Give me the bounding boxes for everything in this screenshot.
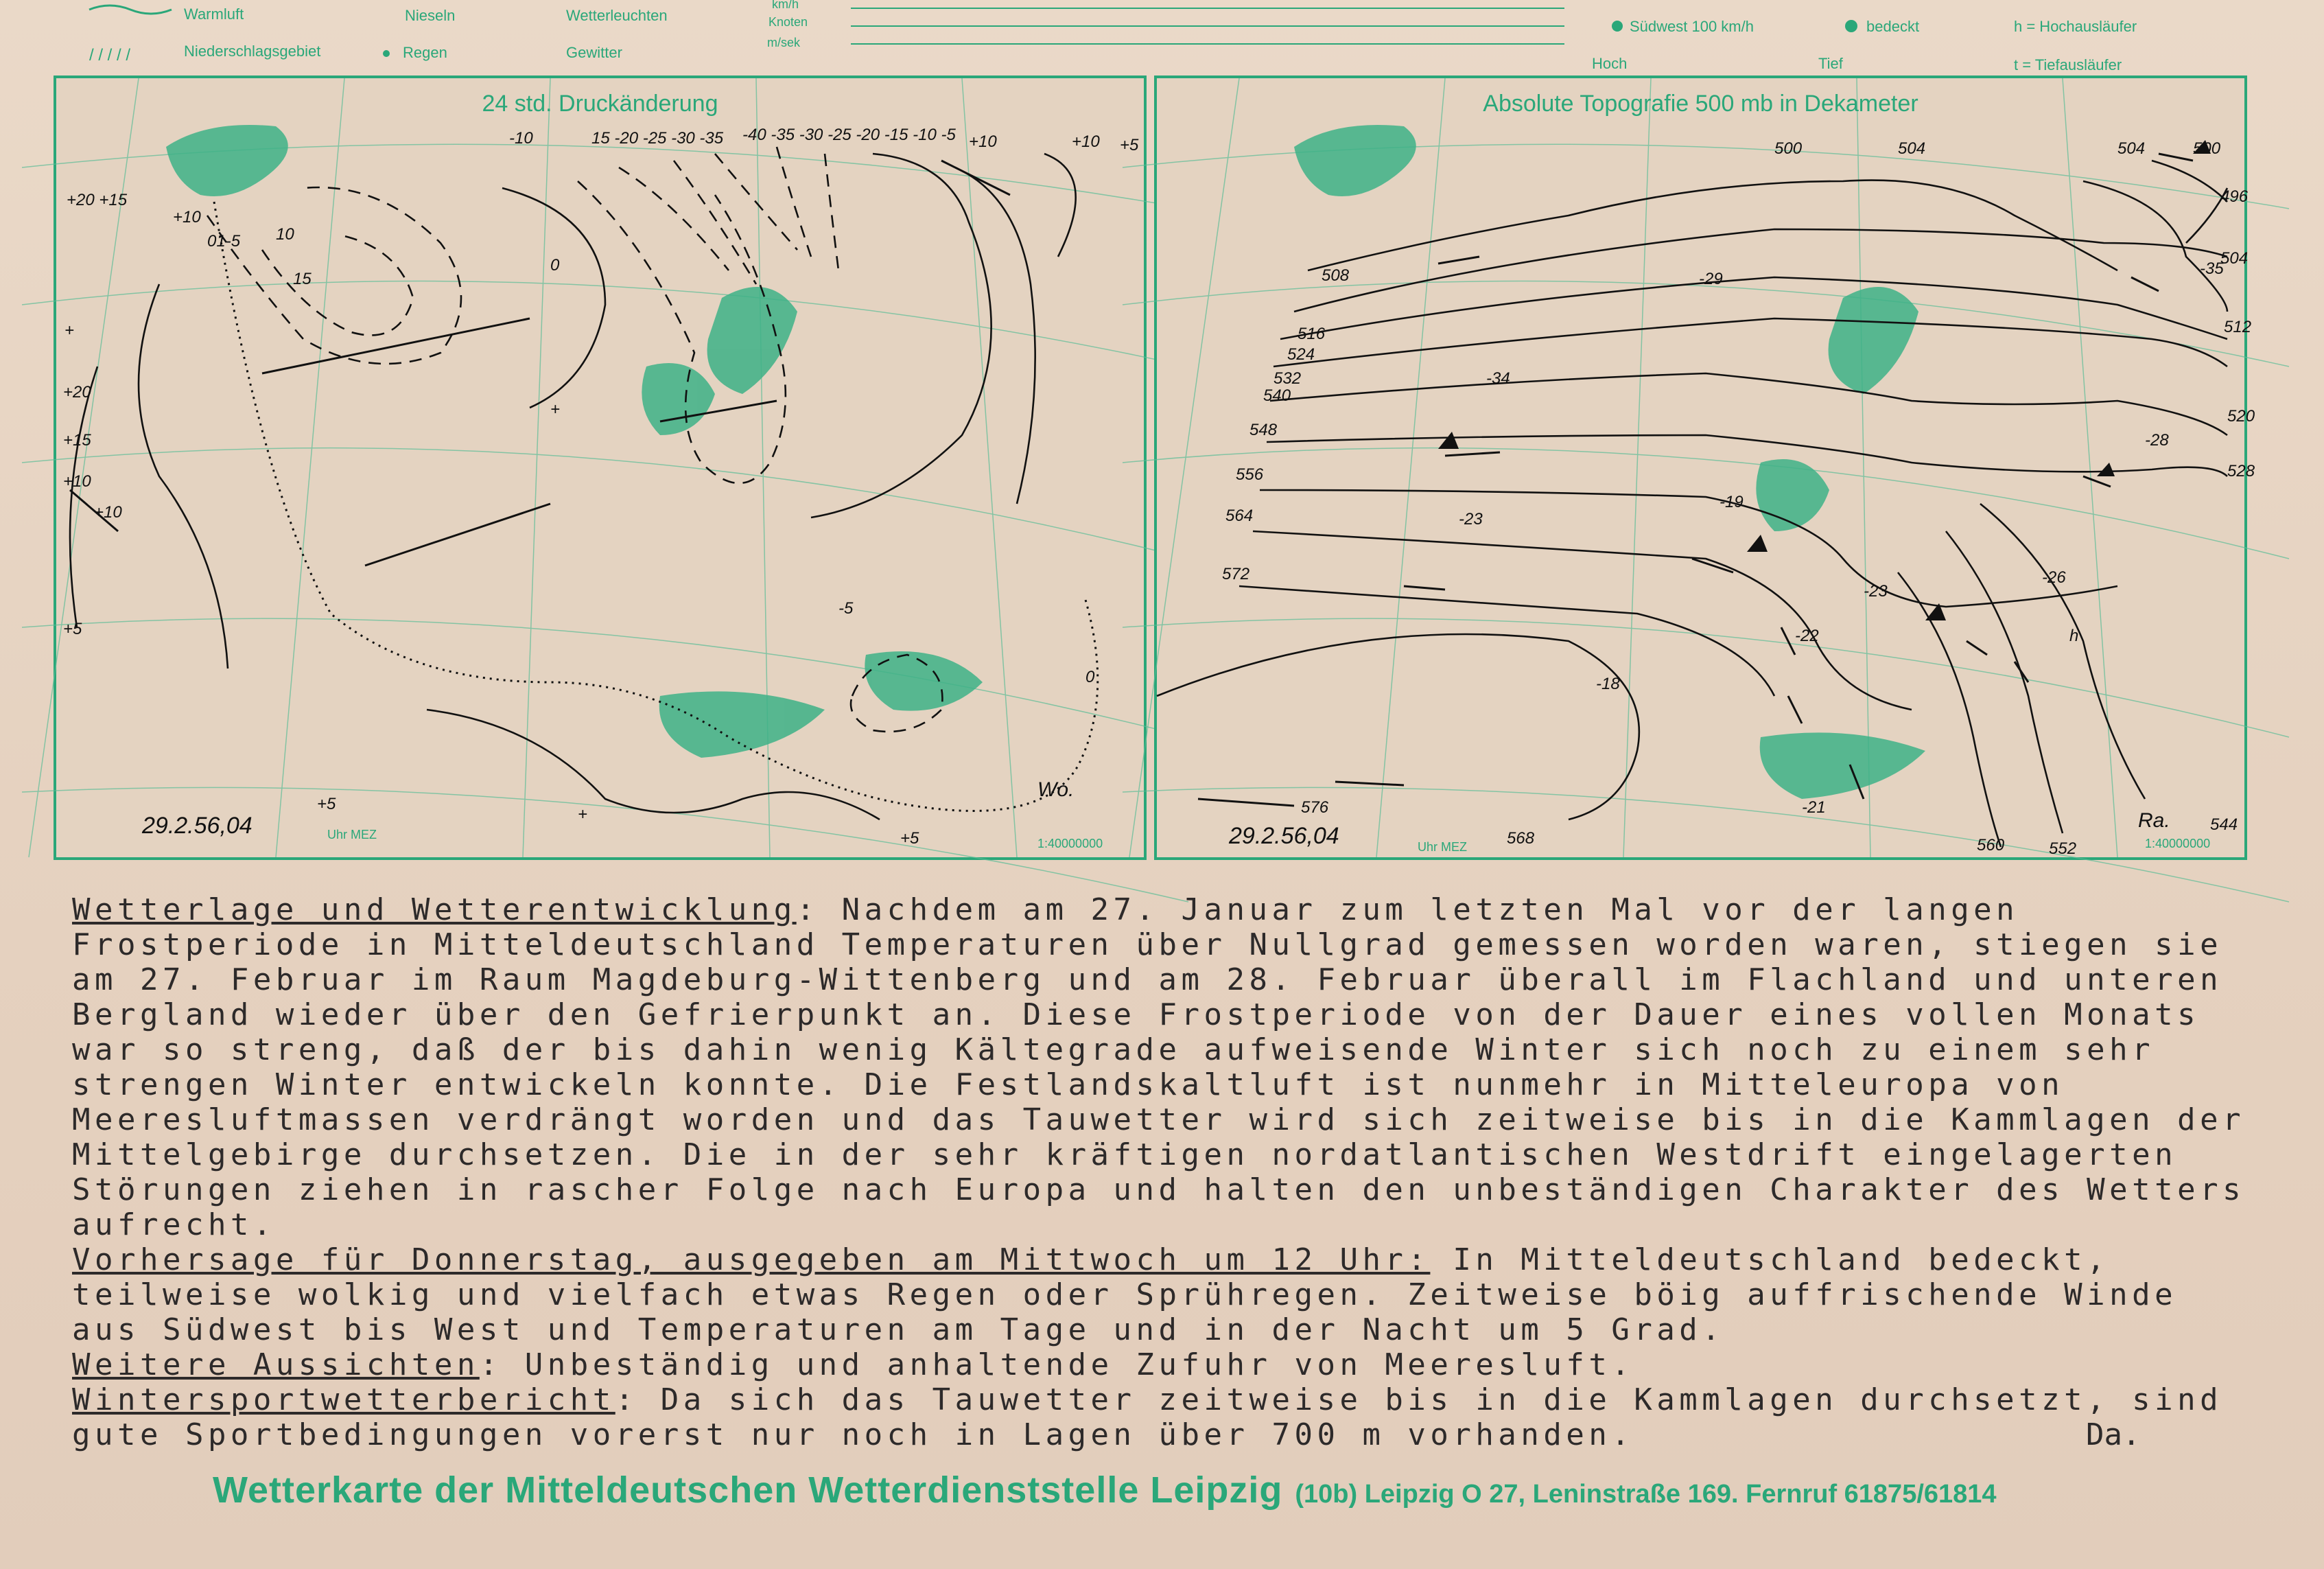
legend-unit-knoten: Knoten	[768, 15, 808, 29]
heading-wintersport: Wintersportwetterbericht	[72, 1382, 615, 1417]
report-paragraph-4	[72, 1382, 2268, 1452]
svg-text:15: 15	[293, 270, 312, 288]
author-signature: Da.	[2086, 1417, 2141, 1452]
svg-text:504: 504	[2117, 139, 2146, 158]
svg-text:h: h	[2069, 627, 2079, 645]
svg-text:532: 532	[1273, 369, 1302, 388]
svg-text:-28: -28	[2145, 431, 2169, 450]
heading-wetterlage: Wetterlage und Wetterentwicklung	[72, 892, 797, 927]
svg-text:10: 10	[276, 225, 294, 244]
map-title: 24 std. Druckänderung	[482, 91, 718, 117]
svg-text:564: 564	[1225, 507, 1254, 525]
svg-text:508: 508	[1322, 266, 1350, 285]
svg-text:504: 504	[2220, 249, 2249, 268]
svg-text:500: 500	[1774, 139, 1803, 158]
legend-regen: Regen	[403, 44, 447, 61]
legend-tief: Tief	[1818, 55, 1843, 72]
svg-text:+: +	[578, 805, 588, 824]
svg-text:544: 544	[2210, 815, 2238, 834]
svg-text:+: +	[64, 321, 75, 340]
greenland-land	[166, 125, 288, 196]
map-timestamp: 29.2.56,04	[142, 813, 253, 839]
map-initials: Wo.	[1037, 778, 1075, 801]
map-initials: Ra.	[2138, 809, 2170, 832]
scandinavia-land	[1829, 287, 1918, 394]
svg-text:552: 552	[2049, 839, 2077, 858]
svg-text:512: 512	[2224, 318, 2252, 336]
svg-text:-21: -21	[1802, 798, 1826, 817]
svg-text:556: 556	[1236, 465, 1264, 484]
weather-report-text	[72, 892, 2268, 1452]
svg-text:496: 496	[2220, 187, 2249, 206]
report-paragraph-2	[72, 1242, 2268, 1347]
svg-text:576: 576	[1301, 798, 1329, 817]
svg-text:+10: +10	[173, 208, 201, 226]
svg-text:-23: -23	[1864, 582, 1888, 601]
svg-text:+10: +10	[94, 503, 122, 522]
svg-text:+5: +5	[63, 620, 82, 638]
pressure-change-map	[54, 75, 1147, 860]
svg-text:-18: -18	[1596, 675, 1620, 693]
svg-text:+20 +15: +20 +15	[67, 191, 128, 209]
legend-tiefauslaeufer: t = Tiefausläufer	[2014, 56, 2122, 73]
svg-text:01-5: 01-5	[207, 232, 241, 251]
svg-text:560: 560	[1977, 836, 2005, 855]
report-paragraph-1	[72, 892, 2268, 1242]
map-scale: 1:40000000	[1037, 837, 1103, 850]
britain-land	[642, 363, 715, 435]
svg-text:+5: +5	[317, 795, 336, 813]
svg-text:+10: +10	[63, 472, 91, 491]
svg-text:-35: -35	[2200, 259, 2224, 278]
map-timestamp: 29.2.56,04	[1229, 823, 1339, 849]
text-aussichten: : Unbeständig und anhaltende Zufuhr von Meeresluft.	[479, 1347, 1634, 1382]
legend-niederschlag: Niederschlagsgebiet	[184, 43, 321, 60]
svg-text:-22: -22	[1795, 627, 1819, 645]
svg-text:+5: +5	[1120, 136, 1139, 154]
legend-wetterleuchten: Wetterleuchten	[566, 7, 668, 24]
map-uhr: Uhr MEZ	[1418, 840, 1467, 854]
heading-aussichten: Weitere Aussichten	[72, 1347, 480, 1382]
publisher-name: Wetterkarte der Mitteldeutschen Wetterdienststelle Leipzig	[213, 1469, 1283, 1511]
svg-text:/ / / / /: / / / / /	[89, 46, 131, 65]
svg-text:+15: +15	[63, 431, 91, 450]
svg-text:524: 524	[1287, 345, 1315, 364]
svg-text:0: 0	[1085, 668, 1095, 686]
report-paragraph-3	[72, 1347, 2268, 1382]
text-vorhersage: In Mitteldeutschland bedeckt, teilweise wolkig und vielfach etwas Regen oder Sprühregen. Zeitweise böig auffrischende Winde aus Südwest bis West und Temperaturen am Tage und in der Nacht um 5 Grad.	[72, 1242, 2178, 1347]
svg-text:528: 528	[2227, 462, 2255, 480]
greenland-land	[1294, 125, 1416, 196]
svg-text:+5: +5	[900, 829, 919, 848]
legend-bedeckt: bedeckt	[1866, 18, 1920, 35]
legend-unit-msek: m/sek	[767, 36, 801, 49]
mediterranean-land	[1760, 732, 1925, 799]
legend-symbols	[0, 0, 2324, 69]
svg-text:520: 520	[2227, 407, 2255, 426]
svg-text:500: 500	[2193, 139, 2221, 158]
legend-gewitter: Gewitter	[566, 44, 622, 61]
svg-text:+10: +10	[1072, 132, 1100, 151]
legend-wind-example: Südwest 100 km/h	[1630, 18, 1754, 35]
map-uhr: Uhr MEZ	[327, 828, 377, 841]
topography-500mb-map	[1154, 75, 2255, 860]
britain-land	[1756, 459, 1829, 531]
scandinavia-land	[707, 287, 797, 394]
svg-text:-40 -35 -30 -25 -20 -15 -10 -5: -40 -35 -30 -25 -20 -15 -10 -5	[742, 126, 956, 144]
publisher-footer	[213, 1469, 1997, 1511]
balkan-land	[865, 651, 983, 711]
svg-text:0: 0	[550, 256, 560, 275]
text-wintersport: : Da sich das Tauwetter zeitweise bis in die Kammlagen durchsetzt, sind gute Sportbedingungen vorerst nur noch in Lagen über 700 m vorhanden.	[72, 1382, 2223, 1452]
svg-text:+20: +20	[63, 383, 91, 402]
svg-text:-29: -29	[1699, 270, 1723, 288]
svg-text:-23: -23	[1459, 510, 1483, 528]
svg-text:568: 568	[1507, 829, 1535, 848]
map-title: Absolute Topografie 500 mb in Dekameter	[1483, 91, 1918, 117]
mediterranean-land	[659, 691, 825, 758]
heading-vorhersage: Vorhersage für Donnerstag, ausgegeben am Mittwoch um 12 Uhr:	[72, 1242, 1431, 1277]
svg-text:-19: -19	[1719, 493, 1744, 511]
publisher-address: (10b) Leipzig O 27, Leninstraße 169. Fernruf 61875/61814	[1295, 1480, 1997, 1509]
legend-hoch: Hoch	[1592, 55, 1628, 72]
svg-text:540: 540	[1263, 386, 1291, 405]
text-wetterlage: : Nachdem am 27. Januar zum letzten Mal vor der langen Frostperiode in Mitteldeutschland Temperaturen über Nullgrad gemessen worden waren, stiegen sie am 27. Februar im Raum Magdeburg-Wittenberg und am 28. Februar überall im Flachland und unteren Bergland wieder über den Gefrierpunkt an. Diese Frostperiode von der Dauer eines vollen Monats war so streng, daß der bis dahin wenig Kältegrade aufweisende Winter sich noch zu einem sehr strengen Winter entwickeln konnte. Die Festlandskaltluft ist nunmehr in Mitteleuropa von Meeresluftmassen verdrängt worden und das Tauwetter wird sich zeitweise bis in die Kammlagen der Mittelgebirge durchsetzen. Die in der sehr kräftigen nordatlantischen Westdrift eingelagerten Störungen ziehen in rascher Folge nach Europa und halten den unbeständigen Charakter des Wetters aufrecht.	[72, 892, 2246, 1242]
svg-text:+10: +10	[969, 132, 997, 151]
svg-text:504: 504	[1898, 139, 1926, 158]
legend-unit-kmh: km/h	[772, 0, 799, 11]
svg-text:-10: -10	[509, 129, 533, 148]
svg-text:15 -20 -25 -30 -35: 15 -20 -25 -30 -35	[591, 129, 724, 148]
svg-text:548: 548	[1249, 421, 1278, 439]
pressure-change-chart	[56, 78, 1144, 857]
topography-chart	[1157, 78, 2255, 858]
legend-warmluft: Warmluft	[184, 5, 244, 23]
svg-text:-34: -34	[1486, 369, 1510, 388]
svg-text:-5: -5	[838, 599, 854, 618]
svg-text:+: +	[550, 400, 561, 419]
svg-text:516: 516	[1298, 325, 1326, 343]
svg-text:572: 572	[1222, 565, 1250, 583]
svg-text:-26: -26	[2042, 568, 2066, 587]
legend-nieseln: Nieseln	[405, 7, 456, 24]
legend-hochauslaeufer: h = Hochausläufer	[2014, 18, 2137, 35]
map-scale: 1:40000000	[2145, 837, 2211, 850]
